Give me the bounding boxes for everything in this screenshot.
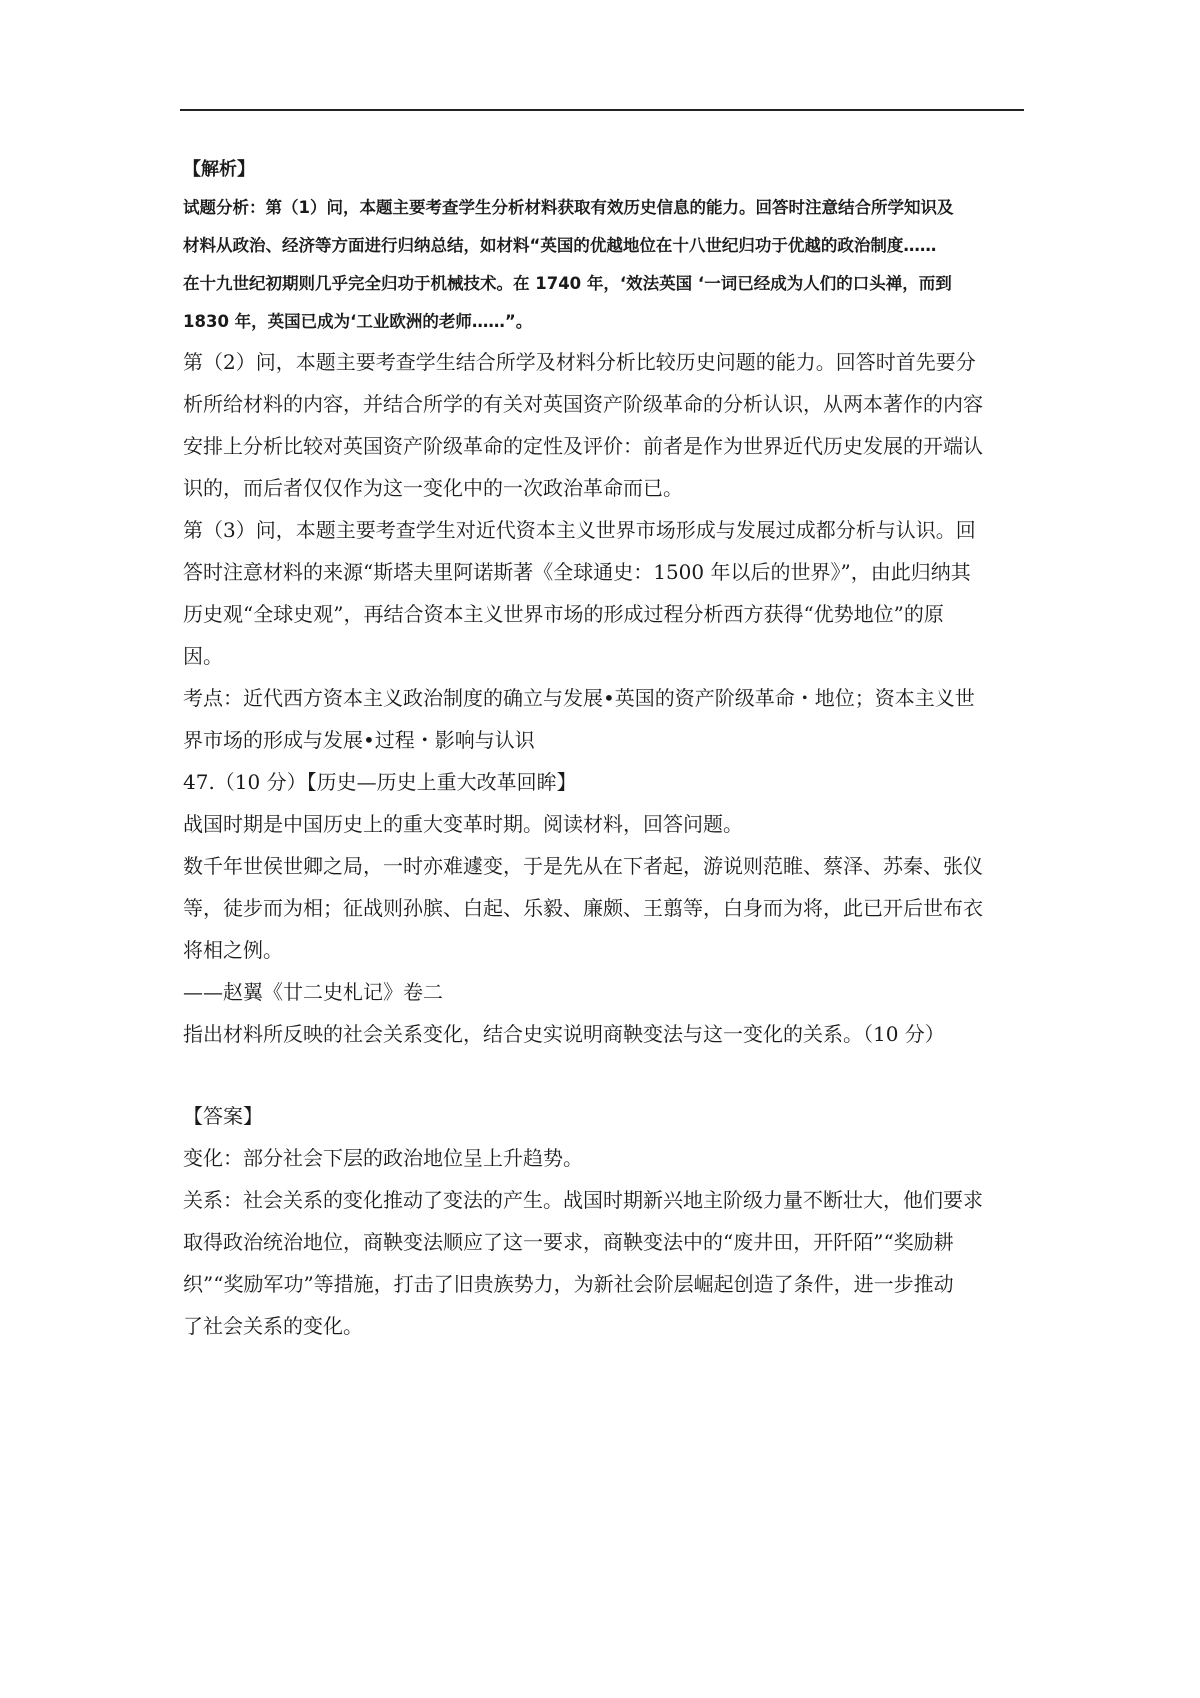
analysis-q2-paragraph (183, 341, 1028, 509)
answer-relation-line: 织”“奖励军功”等措施，打击了旧贵族势力，为新社会阶层崛起创造了条件，进一步推动 (183, 1272, 954, 1296)
analysis-q3-paragraph (183, 509, 1028, 677)
analysis-q1-line: 试题分析：第（1）问，本题主要考查学生分析材料获取有效历史信息的能力。回答时注意结合所学知识及 (183, 198, 954, 217)
material-source: ——赵翼《廿二史札记》卷二 (183, 980, 443, 1004)
analysis-q1-line: 1830 年，英国已成为‘工业欧洲的老师……”。 (183, 312, 533, 331)
answer-relation-line: 了社会关系的变化。 (183, 1314, 363, 1338)
paragraph-line: 第（2）问，本题主要考查学生结合所学及材料分析比较历史问题的能力。回答时首先要分 (183, 350, 976, 374)
answer-change: 变化：部分社会下层的政治地位呈上升趋势。 (183, 1146, 583, 1170)
analysis-q1-excerpt (183, 189, 1028, 341)
material-line: 等，徒步而为相；征战则孙膑、白起、乐毅、廉颇、王翦等，白身而为将，此已开后世布衣 (183, 896, 983, 920)
paragraph-line: 历史观“全球史观”，再结合资本主义世界市场的形成过程分析西方获得“优势地位”的原 (183, 602, 944, 626)
analysis-q1-line: 材料从政治、经济等方面进行归纳总结，如材料“英国的优越地位在十八世纪归功于优越的政治制度…… (183, 236, 937, 255)
paragraph-line: 界市场的形成与发展•过程・影响与认识 (183, 728, 535, 752)
material-line: 将相之例。 (183, 938, 283, 962)
material-line: 数千年世侯世卿之局，一时亦难遽变，于是先从在下者起，游说则范睢、蔡泽、苏秦、张仪 (183, 854, 983, 878)
analysis-heading: 【解析】 (183, 159, 255, 180)
answer-relation-line: 取得政治统治地位，商鞅变法顺应了这一要求，商鞅变法中的“废井田，开阡陌”“奖励耕 (183, 1230, 954, 1254)
analysis-q1-line: 在十九世纪初期则几乎完全归功于机械技术。在 1740 年，‘效法英国 ‘一词已经成为人们的口头禅，而到 (183, 274, 952, 293)
kaodian-paragraph (183, 677, 1028, 761)
paragraph-line: 析所给材料的内容，并结合所学的有关对英国资产阶级革命的分析认识，从两本著作的内容 (183, 392, 983, 416)
paragraph-line: 因。 (183, 644, 223, 668)
spacer (183, 1055, 1028, 1095)
question-47 (183, 761, 1028, 1055)
answer-heading: 【答案】 (183, 1104, 263, 1128)
question-prompt: 指出材料所反映的社会关系变化，结合史实说明商鞅变法与这一变化的关系。（10 分） (183, 1022, 945, 1046)
paragraph-line: 考点：近代西方资本主义政治制度的确立与发展•英国的资产阶级革命・地位；资本主义世 (183, 686, 975, 710)
paragraph-line: 答时注意材料的来源“斯塔夫里阿诺斯著《全球通史：1500 年以后的世界》”，由此归纳其 (183, 560, 971, 584)
paragraph-line: 第（3）问，本题主要考查学生对近代资本主义世界市场形成与发展过成都分析与认识。回 (183, 518, 976, 542)
answer-section (183, 1095, 1028, 1347)
paragraph-line: 安排上分析比较对英国资产阶级革命的定性及评价：前者是作为世界近代历史发展的开端认 (183, 434, 983, 458)
header-rule (180, 109, 1024, 111)
question-title: 47.（10 分）【历史—历史上重大改革回眸】 (183, 770, 577, 794)
document-body (183, 155, 1028, 1347)
paragraph-line: 识的，而后者仅仅作为这一变化中的一次政治革命而已。 (183, 476, 683, 500)
answer-relation-line: 关系：社会关系的变化推动了变法的产生。战国时期新兴地主阶级力量不断壮大，他们要求 (183, 1188, 983, 1212)
question-intro: 战国时期是中国历史上的重大变革时期。阅读材料，回答问题。 (183, 812, 743, 836)
